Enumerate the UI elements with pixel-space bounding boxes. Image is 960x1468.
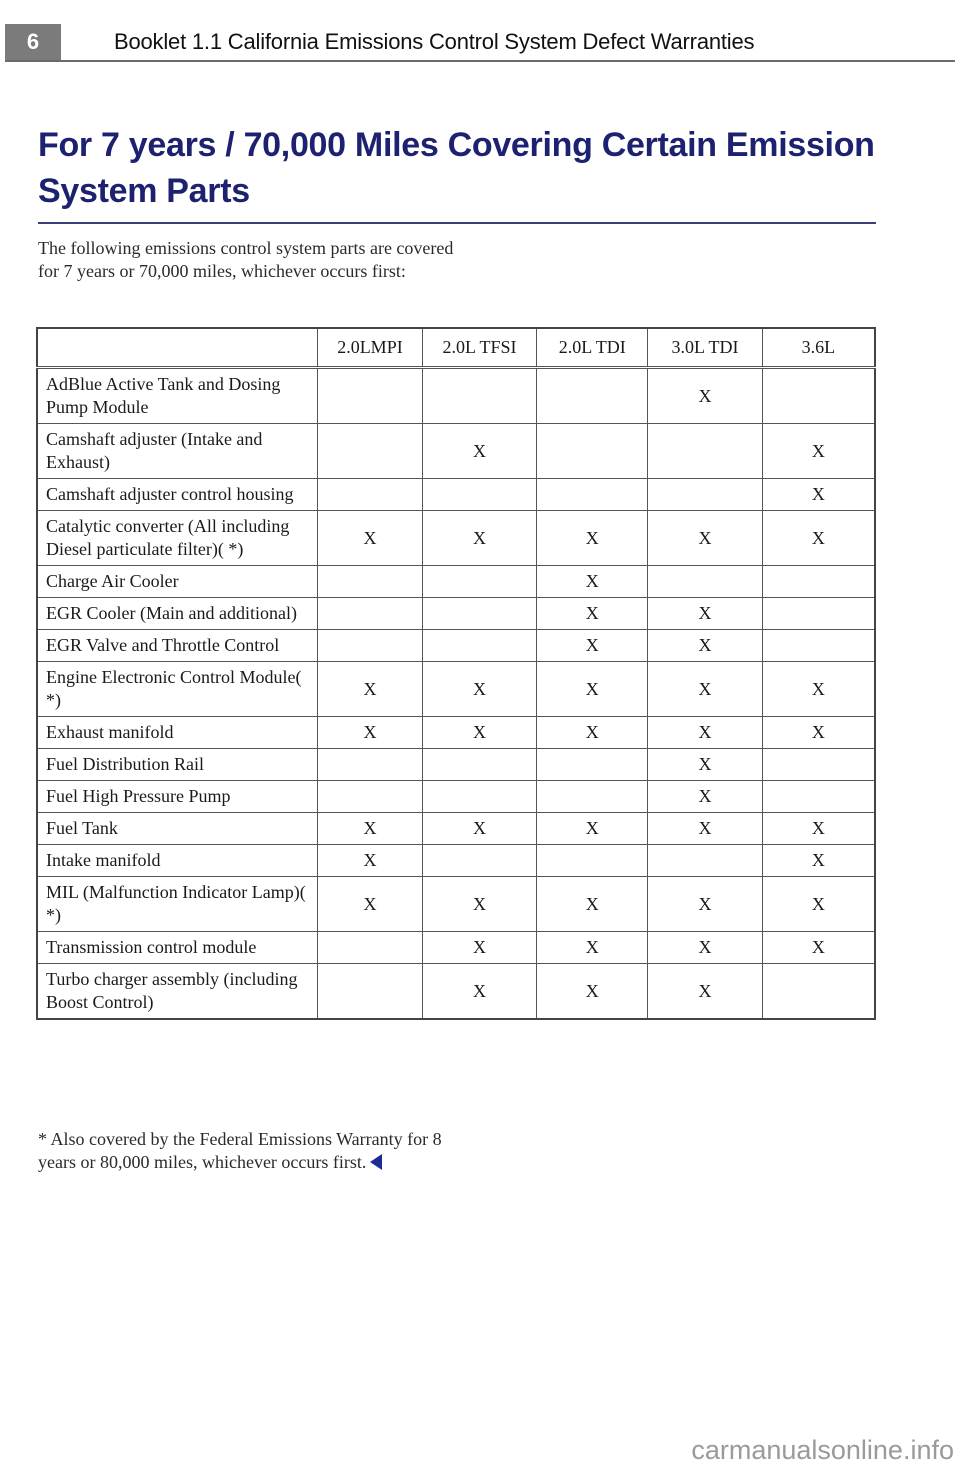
- coverage-mark: X: [537, 566, 648, 598]
- coverage-mark: [422, 368, 536, 424]
- coverage-mark: X: [318, 717, 423, 749]
- table-row: [37, 424, 875, 479]
- coverage-mark: [537, 424, 648, 479]
- coverage-mark: X: [537, 932, 648, 964]
- coverage-mark: X: [648, 813, 762, 845]
- part-name: Fuel Distribution Rail: [37, 749, 318, 781]
- table-row: [37, 598, 875, 630]
- coverage-mark: [537, 749, 648, 781]
- coverage-mark: [422, 845, 536, 877]
- table-header-row: [37, 328, 875, 368]
- table-row: [37, 845, 875, 877]
- table-row: [37, 717, 875, 749]
- part-name: Fuel Tank: [37, 813, 318, 845]
- coverage-mark: [762, 781, 875, 813]
- coverage-mark: [762, 368, 875, 424]
- coverage-mark: X: [648, 511, 762, 566]
- coverage-mark: [762, 598, 875, 630]
- covered-parts-table: [36, 327, 876, 1020]
- table-row: [37, 813, 875, 845]
- coverage-mark: [762, 566, 875, 598]
- page-number-badge: 6: [5, 24, 61, 60]
- coverage-mark: [762, 630, 875, 662]
- coverage-mark: [422, 479, 536, 511]
- coverage-mark: [318, 630, 423, 662]
- watermark: carmanualsonline.info: [691, 1435, 954, 1465]
- coverage-mark: X: [648, 630, 762, 662]
- part-name: Camshaft adjuster control housing: [37, 479, 318, 511]
- part-name: Transmission control module: [37, 932, 318, 964]
- section-heading: For 7 years / 70,000 Miles Covering Certain Emission System Parts: [38, 122, 876, 224]
- coverage-mark: X: [762, 424, 875, 479]
- coverage-mark: [537, 781, 648, 813]
- coverage-mark: [648, 845, 762, 877]
- coverage-mark: [537, 368, 648, 424]
- coverage-mark: X: [648, 877, 762, 932]
- coverage-mark: [318, 964, 423, 1020]
- footnote: [38, 1128, 458, 1174]
- table-row: [37, 964, 875, 1020]
- coverage-mark: X: [762, 932, 875, 964]
- coverage-mark: [318, 781, 423, 813]
- booklet-title: Booklet 1.1 California Emissions Control System Defect Warranties: [114, 29, 755, 54]
- coverage-mark: X: [762, 877, 875, 932]
- table-row: [37, 368, 875, 424]
- column-header-3-0l-tdi: 3.0L TDI: [648, 328, 762, 368]
- coverage-mark: X: [537, 717, 648, 749]
- table-row: [37, 479, 875, 511]
- table-row: [37, 511, 875, 566]
- coverage-mark: [318, 424, 423, 479]
- part-name: Engine Electronic Control Module( *): [37, 662, 318, 717]
- coverage-mark: X: [762, 662, 875, 717]
- coverage-mark: [762, 964, 875, 1020]
- coverage-mark: [422, 566, 536, 598]
- part-name: Catalytic converter (All including Diesel particulate filter)( *): [37, 511, 318, 566]
- coverage-mark: X: [648, 932, 762, 964]
- footnote-text: * Also covered by the Federal Emissions Warranty for 8 years or 80,000 miles, whichever occurs first.: [38, 1129, 442, 1172]
- coverage-mark: [762, 749, 875, 781]
- coverage-mark: [318, 479, 423, 511]
- coverage-mark: X: [762, 717, 875, 749]
- left-triangle-icon: [370, 1154, 382, 1170]
- coverage-mark: X: [318, 511, 423, 566]
- table-row: [37, 566, 875, 598]
- coverage-mark: [648, 566, 762, 598]
- coverage-mark: X: [762, 479, 875, 511]
- table-row: [37, 781, 875, 813]
- coverage-mark: [537, 845, 648, 877]
- coverage-mark: X: [537, 598, 648, 630]
- coverage-mark: [648, 424, 762, 479]
- coverage-mark: [318, 566, 423, 598]
- column-header-2-0l-tdi: 2.0L TDI: [537, 328, 648, 368]
- coverage-mark: X: [648, 717, 762, 749]
- coverage-mark: [318, 368, 423, 424]
- coverage-mark: [422, 630, 536, 662]
- column-header-2-0l-tfsi: 2.0L TFSI: [422, 328, 536, 368]
- coverage-mark: X: [318, 877, 423, 932]
- coverage-mark: [537, 479, 648, 511]
- coverage-mark: X: [648, 368, 762, 424]
- intro-paragraph: The following emissions control system parts are covered for 7 years or 70,000 miles, whichever occurs first:: [38, 238, 454, 281]
- coverage-mark: X: [422, 424, 536, 479]
- coverage-mark: X: [537, 662, 648, 717]
- column-header-3-6l: 3.6L: [762, 328, 875, 368]
- coverage-mark: X: [537, 511, 648, 566]
- table-row: [37, 630, 875, 662]
- table-row: [37, 749, 875, 781]
- coverage-mark: X: [537, 964, 648, 1020]
- coverage-mark: X: [537, 877, 648, 932]
- part-name: Charge Air Cooler: [37, 566, 318, 598]
- part-name: Turbo charger assembly (including Boost Control): [37, 964, 318, 1020]
- part-name: Fuel High Pressure Pump: [37, 781, 318, 813]
- coverage-mark: X: [422, 932, 536, 964]
- coverage-mark: X: [422, 662, 536, 717]
- coverage-mark: [648, 479, 762, 511]
- coverage-mark: X: [422, 511, 536, 566]
- part-name: MIL (Malfunction Indicator Lamp)( *): [37, 877, 318, 932]
- coverage-mark: [422, 749, 536, 781]
- coverage-mark: X: [762, 845, 875, 877]
- coverage-mark: X: [318, 662, 423, 717]
- coverage-mark: X: [537, 630, 648, 662]
- coverage-mark: X: [318, 813, 423, 845]
- coverage-mark: X: [762, 813, 875, 845]
- part-name: Exhaust manifold: [37, 717, 318, 749]
- coverage-mark: X: [422, 717, 536, 749]
- coverage-mark: X: [537, 813, 648, 845]
- coverage-mark: X: [318, 845, 423, 877]
- column-header-2-0l-mpi: 2.0LMPI: [318, 328, 423, 368]
- coverage-mark: X: [648, 598, 762, 630]
- part-name: Camshaft adjuster (Intake and Exhaust): [37, 424, 318, 479]
- coverage-mark: X: [422, 964, 536, 1020]
- coverage-mark: [422, 598, 536, 630]
- coverage-mark: X: [648, 964, 762, 1020]
- coverage-mark: X: [648, 749, 762, 781]
- table-row: [37, 932, 875, 964]
- coverage-mark: [318, 932, 423, 964]
- part-name: EGR Cooler (Main and additional): [37, 598, 318, 630]
- part-name: Intake manifold: [37, 845, 318, 877]
- table-row: [37, 877, 875, 932]
- coverage-mark: [318, 749, 423, 781]
- coverage-mark: X: [648, 781, 762, 813]
- part-name: EGR Valve and Throttle Control: [37, 630, 318, 662]
- coverage-mark: X: [422, 877, 536, 932]
- coverage-mark: X: [648, 662, 762, 717]
- coverage-mark: [318, 598, 423, 630]
- coverage-mark: [422, 781, 536, 813]
- table-row: [37, 662, 875, 717]
- part-name: AdBlue Active Tank and Dosing Pump Module: [37, 368, 318, 424]
- column-header-part: [37, 328, 318, 368]
- coverage-mark: X: [762, 511, 875, 566]
- page-header: [5, 24, 955, 62]
- coverage-mark: X: [422, 813, 536, 845]
